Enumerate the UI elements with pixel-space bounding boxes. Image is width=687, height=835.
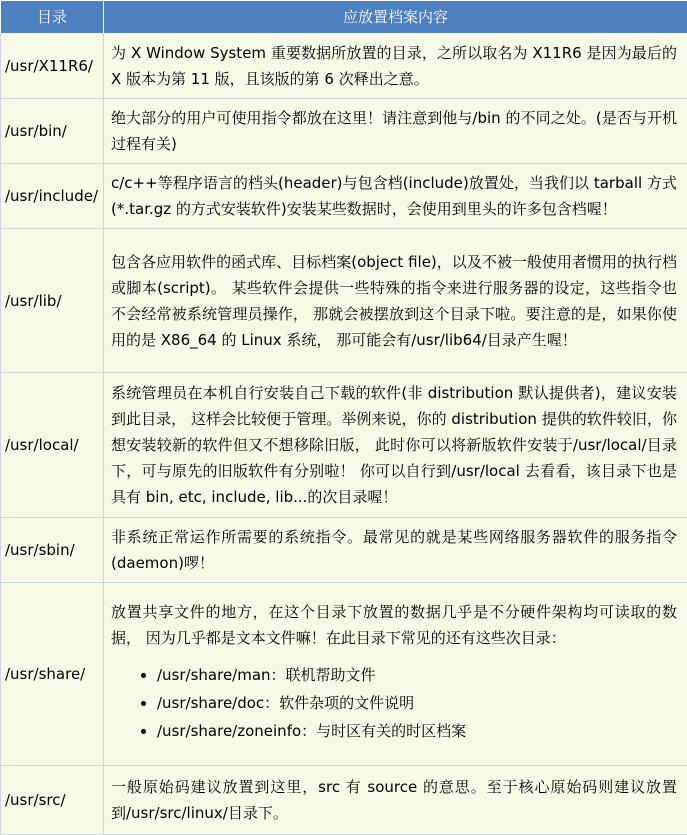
share-subdir-list [111,661,677,745]
dir-path: /usr/X11R6/ [1,34,104,99]
dir-description: c/c++等程序语言的档头(header)与包含档(include)放置处，当我们以 tarball 方式 (*.tar.gz 的方式安装软件)安装某些数据时，会使用到里头的许多包含档喔！ [104,164,687,229]
table-row [1,583,687,766]
dir-path: /usr/src/ [1,766,104,835]
dir-description: 一般原始码建议放置到这里，src 有 source 的意思。至于核心原始码则建议放置到/usr/src/linux/目录下。 [104,766,687,835]
list-item: • /usr/share/zoneinfo：与时区有关的时区档案 [157,717,677,745]
dir-description: 绝大部分的用户可使用指令都放在这里！请注意到他与/bin 的不同之处。(是否与开机过程有关) [104,99,687,164]
dir-description [104,583,687,766]
header-content: 应放置档案内容 [104,1,687,34]
list-item: • /usr/share/man：联机帮助文件 [157,661,677,689]
table-row [1,164,687,229]
dir-description: 非系统正常运作所需要的系统指令。最常见的就是某些网络服务器软件的服务指令(daemon)啰！ [104,518,687,583]
dir-description: 包含各应用软件的函式库、目标档案(object file)，以及不被一般使用者惯用的执行档或脚本(script)。 某些软件会提供一些特殊的指令来进行服务器的设定，这些指令也不会经常被系统管理员操作， 那就会被摆放到这个目录下啦。要注意的是，如果你使用的是 X86_64 的 Linux 系统， 那可能会有/usr/lib64/目录产生喔！ [104,229,687,373]
table-header-row [1,1,687,34]
dir-path: /usr/lib/ [1,229,104,373]
table-row [1,34,687,99]
dir-description: 为 X Window System 重要数据所放置的目录，之所以取名为 X11R6 是因为最后的 X 版本为第 11 版，且该版的第 6 次释出之意。 [104,34,687,99]
dir-path: /usr/bin/ [1,99,104,164]
header-directory: 目录 [1,1,104,34]
dir-path: /usr/include/ [1,164,104,229]
dir-path: /usr/sbin/ [1,518,104,583]
dir-path: /usr/share/ [1,583,104,766]
share-description-text: 放置共享文件的地方，在这个目录下放置的数据几乎是不分硬件架构均可读取的数据， 因为几乎都是文本文件嘛！在此目录下常见的还有这些次目录： [111,599,677,651]
table-row [1,229,687,373]
table-row [1,99,687,164]
dir-description: 系统管理员在本机自行安装自己下载的软件(非 distribution 默认提供者)，建议安装到此目录， 这样会比较便于管理。举例来说，你的 distribution 提供的软件较旧，你想安装较新的软件但又不想移除旧版， 此时你可以将新版软件安装于/usr/local/目录下，可与原先的旧版软件有分别啦！ 你可以自行到/usr/local 去看看，该目录下也是具有 bin, etc, include, lib...的次目录喔！ [104,373,687,518]
table-row [1,766,687,835]
dir-path: /usr/local/ [1,373,104,518]
table-row [1,518,687,583]
list-item: • /usr/share/doc：软件杂项的文件说明 [157,689,677,717]
table-row [1,373,687,518]
